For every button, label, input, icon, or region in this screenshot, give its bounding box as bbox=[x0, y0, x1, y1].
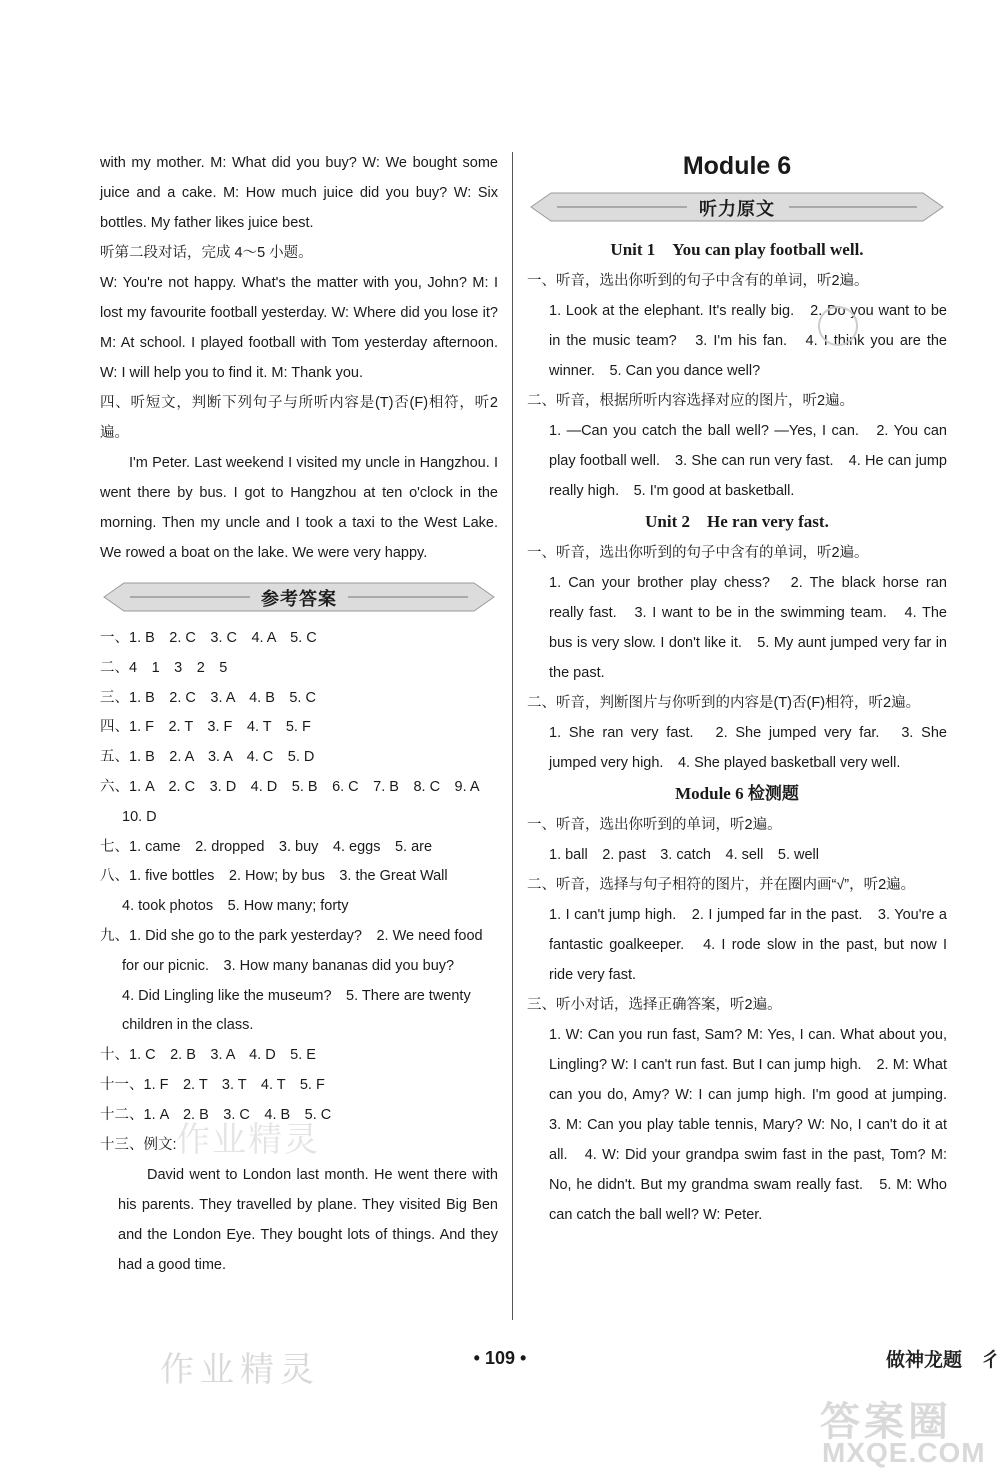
seal-stamp-icon bbox=[818, 306, 858, 346]
unit2-title: Unit 2 He ran very fast. bbox=[645, 512, 829, 531]
answers-banner bbox=[100, 580, 498, 614]
answers-list bbox=[100, 624, 498, 1160]
answer-line: 十一、1. F 2. T 3. T 4. T 5. F bbox=[100, 1076, 325, 1093]
unit2-instruction-2: 二、听音，判断图片与你听到的内容是(T)否(F)相符，听2遍。 bbox=[527, 695, 921, 711]
answer-line: 十三、例文: bbox=[100, 1136, 177, 1153]
dialogue-text-2: W: You're not happy. What's the matter with you, John? M: I lost my favourite football yesterday. W: Where did you lose it? M: At school. I played football with Tom yesterday afternoon. W: I will help you to find it. M: Thank you. bbox=[100, 275, 498, 381]
answer-line: 七、1. came 2. dropped 3. buy 4. eggs 5. are bbox=[100, 838, 433, 855]
answer-line: 五、1. B 2. A 3. A 4. C 5. D bbox=[100, 749, 315, 766]
answer-line: children in the class. bbox=[122, 1017, 254, 1034]
logo-text: 答案圈 bbox=[820, 1400, 952, 1444]
answer-line: 十二、1. A 2. B 3. C 4. B 5. C bbox=[100, 1106, 332, 1123]
left-column bbox=[100, 148, 498, 1280]
answer-line: 4. Did Lingling like the museum? 5. There are twenty bbox=[122, 987, 471, 1004]
answer-line: 四、1. F 2. T 3. F 4. T 5. F bbox=[100, 719, 311, 736]
test-title: Module 6 检测题 bbox=[675, 784, 799, 803]
model-essay: David went to London last month. He went there with his parents. They travelled by plane. They visited Big Ben and the London Eye. They bought lots of things. And they had a good time. bbox=[118, 1167, 498, 1274]
watermark-mid: 作业精灵 bbox=[176, 1121, 320, 1159]
site-logo bbox=[800, 1390, 1000, 1471]
test-text-2: 1. I can't jump high. 2. I jumped far in the past. 3. You're a fantastic goalkeeper. 4. I rode slow in the past, but now I ride very fast. bbox=[549, 907, 947, 983]
answer-line: 三、1. B 2. C 3. A 4. B 5. C bbox=[100, 689, 316, 706]
answer-line: 4. took photos 5. How many; forty bbox=[122, 898, 349, 915]
answer-line: for our picnic. 3. How many bananas did you buy? bbox=[122, 957, 455, 974]
unit2-text-1: 1. Can your brother play chess? 2. The black horse ran really fast. 3. I want to be in the swimming team. 4. The bus is very slow. I don't like it. 5. My aunt jumped very far in the past. bbox=[549, 575, 947, 681]
test-instruction-1: 一、听音，选出你听到的单词，听2遍。 bbox=[527, 817, 782, 833]
logo-url: MXQE.COM bbox=[822, 1437, 986, 1468]
unit1-text-1: 1. Look at the elephant. It's really big. 2. Do you want to be in the music team? 3. I'm his fan. 4. I think you are the winner. 5. Can you dance well? bbox=[549, 303, 947, 379]
page-number: • 109 • bbox=[473, 1348, 527, 1368]
listening-title: 听力原文 bbox=[699, 199, 775, 219]
answer-line: 九、1. Did she go to the park yesterday? 2. We need food bbox=[100, 927, 483, 944]
dialogue-2-instruction: 听第二段对话，完成 4～5 小题。 bbox=[100, 245, 313, 261]
column-divider bbox=[512, 152, 513, 1320]
answer-line: 六、1. A 2. C 3. D 4. D 5. B 6. C 7. B 8. C 9. A bbox=[100, 778, 480, 795]
unit2-text-2: 1. She ran very fast. 2. She jumped very far. 3. She jumped very high. 4. She played basketball very well. bbox=[549, 725, 947, 771]
unit1-instruction-1: 一、听音，选出你听到的句子中含有的单词，听2遍。 bbox=[527, 273, 869, 289]
test-text-1: 1. ball 2. past 3. catch 4. sell 5. well bbox=[549, 847, 819, 863]
module-title: Module 6 bbox=[682, 152, 792, 180]
footer-brand: 做神龙题 彳 bbox=[885, 1350, 1000, 1371]
section-4-instruction: 四、听短文，判断下列句子与所听内容是(T)否(F)相符，听2遍。 bbox=[100, 395, 498, 441]
test-text-3: 1. W: Can you run fast, Sam? M: Yes, I can. What about you, Lingling? W: I can't run fast. But I can jump high. 2. M: What can you do, Amy? W: I can jump high. I'm good at jumping. 3. M: Can you play table tennis, Mary? W: No, I can't do it at all. 4. W: Did your grandpa swim fast in the past, Tom? M: No, he didn't. But my grandma swam really fast. 5. M: Who can catch the ball well? W: Peter. bbox=[549, 1027, 962, 1223]
listening-banner bbox=[527, 190, 947, 224]
answer-line: 10. D bbox=[122, 808, 157, 825]
answer-line: 八、1. five bottles 2. How; by bus 3. the Great Wall bbox=[100, 868, 448, 885]
answers-title: 参考答案 bbox=[261, 589, 337, 609]
passage-text: I'm Peter. Last weekend I visited my uncle in Hangzhou. I went there by bus. I got to Hangzhou at ten o'clock in the morning. Then my uncle and I took a taxi to the West Lake. We rowed a boat on the lake. We were very happy. bbox=[100, 455, 498, 561]
unit2-instruction-1: 一、听音，选出你听到的句子中含有的单词，听2遍。 bbox=[527, 545, 869, 561]
unit1-instruction-2: 二、听音，根据所听内容选择对应的图片，听2遍。 bbox=[527, 393, 855, 409]
answer-line: 一、1. B 2. C 3. C 4. A 5. C bbox=[100, 630, 317, 646]
right-column bbox=[527, 148, 962, 1230]
test-instruction-3: 三、听小对话，选择正确答案，听2遍。 bbox=[527, 997, 782, 1013]
answer-line: 十、1. C 2. B 3. A 4. D 5. E bbox=[100, 1047, 316, 1064]
test-instruction-2: 二、听音，选择与句子相符的图片，并在圈内画“√”，听2遍。 bbox=[527, 877, 916, 893]
unit1-title: Unit 1 You can play football well. bbox=[610, 240, 864, 259]
watermark-bottom: 作业精灵 bbox=[160, 1351, 320, 1389]
unit1-text-2: 1. —Can you catch the ball well? —Yes, I can. 2. You can play football well. 3. She can run very fast. 4. He can jump really high. 5. I'm good at basketball. bbox=[549, 423, 947, 499]
dialogue-text-1: with my mother. M: What did you buy? W: We bought some juice and a cake. M: How much juice did you buy? W: Six bottles. My father likes juice best. bbox=[100, 155, 498, 231]
answer-line: 二、4 1 3 2 5 bbox=[100, 659, 228, 676]
